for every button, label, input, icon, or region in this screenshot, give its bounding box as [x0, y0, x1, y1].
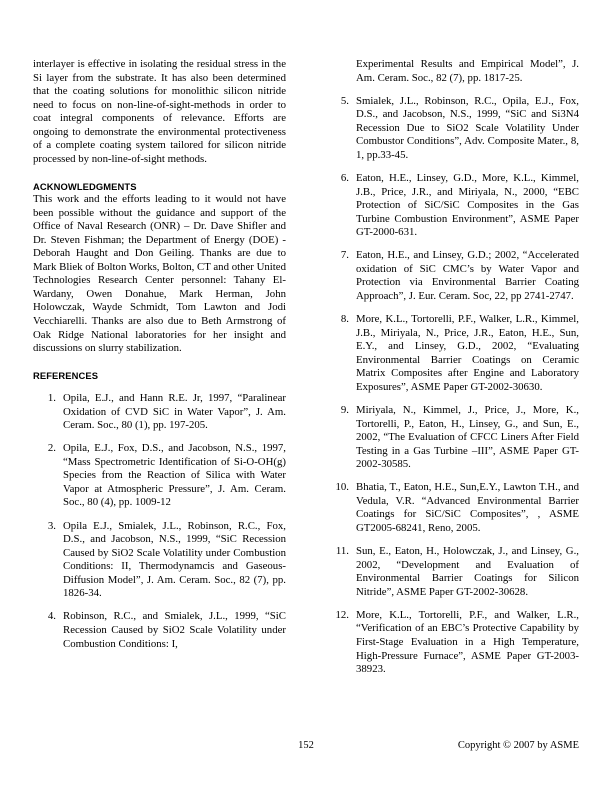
reference-number: 7.: [340, 249, 349, 262]
reference-text: Sun, E., Eaton, H., Holowczak, J., and Linsey, G., 2002, “Development and Evaluation of Environmental Barrier Coatings for Silicon Nitride”, ASME Paper GT-2002-30628.: [356, 545, 579, 598]
copyright-notice: Copyright © 2007 by ASME: [457, 740, 579, 751]
reference-number: 12.: [335, 608, 349, 621]
reference-number: 10.: [335, 481, 349, 494]
reference-number: 8.: [340, 313, 349, 326]
reference-text: Miriyala, N., Kimmel, J., Price, J., More, K., Tortorelli, P., Eaton, H., Linsey, G., and Sun, E., 2002, “The Evaluation of CFCC Liners After Field Testing in a Gas Turbine –III”, ASME Paper GT-2002-30585.: [356, 404, 579, 471]
two-column-body: [33, 58, 579, 713]
reference-text: Eaton, H.E., Linsey, G.D., More, K.L., Kimmel, J.B., Price, J.R., and Miriyala, N., 2000, “EBC Protection of SiC/SiC Composites in the Gas Turbine Combustion Environment”, ASME Paper GT-2000-631.: [356, 172, 579, 239]
reference-text: Opila E.J., Smialek, J.L., Robinson, R.C., Fox, D.S., and Jacobson, N.S., 1999, “SiC Recession Caused by SiO2 Scale Volatility under Combustion Conditions: II, Thermodynamcis and Gaseous-Diffusion Model”, J. Am. Ceram. Soc., 82 (7), pp. 1826-34.: [63, 519, 286, 600]
reference-text: Opila, E.J., and Hann R.E. Jr, 1997, “Paralinear Oxidation of CVD SiC in Water Vapor”, J. Am. Ceram. Soc., 80 (1), pp. 197-205.: [63, 392, 286, 432]
acknowledgments-paragraph: This work and the efforts leading to it would not have been possible without the guidance and support of the Office of Naval Research (ONR) – Dr. Dave Shifler and Dr. Steven Fishman; the Department of Energy (DOE) - Deborah Haught and Don Geiling. Thanks are due to Mark Bliek of Bolton Works, Bolton, CT and other United Technologies Research Center personnel: Tahany El-Wardany, Owen Donahue, Mark Herman, John Holowczak, Wayde Schmidt, Tom Lawton and Jodi Vecchiarelli. Thanks are also due to Beth Armstrong of Oak Ridge National laboratories for her insight and discussions on slurry stabilization.: [33, 193, 286, 355]
reference-text: More, K.L., Tortorelli, P.F., and Walker, L.R., “Verification of an EBC’s Protective Capability by First-Stage Evaluation in a High Temperature, High-Pressure Furnace”, ASME Paper GT-2003-38923.: [356, 608, 579, 676]
closing-paragraph: interlayer is effective in isolating the residual stress in the Si layer from the substrate. It has also been determined that the coating solutions for monolithic silicon nitride need to focus on non-line-of-sight-methods in order to coat integral components of relevance. Efforts are ongoing to demonstrate the environmental protectiveness of a complete coating system tailored for silicon nitride processed by non-line-of-sight methods.: [33, 58, 286, 165]
reference-item: [326, 313, 579, 394]
reference-list-right: [326, 95, 579, 677]
page-number: 152: [298, 740, 314, 751]
reference-item: [33, 610, 286, 651]
reference-item: [33, 442, 286, 510]
reference-item: [326, 172, 579, 240]
reference-number: 1.: [47, 392, 56, 404]
reference-item: [326, 481, 579, 535]
references-heading: REFERENCES: [33, 369, 99, 381]
reference-item: [326, 609, 579, 677]
page-footer: [33, 739, 579, 755]
right-column: [326, 58, 579, 713]
reference-item: [33, 520, 286, 601]
reference-text: Smialek, J.L., Robinson, R.C., Opila, E.J., Fox, D.S., and Jacobson, N.S., 1999, “SiC and Si3N4 Recession Due to SiO2 Scale Volatility Under Combustor Conditions”, Adv. Composite Mater., 8, 1, pp.33-45.: [356, 94, 579, 161]
reference-number: 11.: [335, 545, 349, 558]
acknowledgments-heading: ACKNOWLEDGMENTS: [33, 180, 137, 192]
reference-text: Bhatia, T., Eaton, H.E., Sun,E.Y., Lawton T.H., and Vedula, V.R. “Advanced Environmental Barrier Coatings for SiC/SiC Composites”, , ASME GT2005-68241, Reno, 2005.: [356, 481, 579, 534]
reference-4-continuation: Experimental Results and Empirical Model”, J. Am. Ceram. Soc., 82 (7), pp. 1817-25.: [356, 58, 579, 84]
reference-item: [326, 404, 579, 472]
reference-number: 5.: [340, 94, 349, 107]
reference-list-left: [33, 392, 286, 651]
reference-item: [326, 545, 579, 599]
reference-text: Opila, E.J., Fox, D.S., and Jacobson, N.S., 1997, “Mass Spectrometric Identification of Si-O-OH(g) Species from the Reaction of Silica with Water Vapor at Atmospheric Pressure”, J. Am. Ceram. Soc., 80 (4), pp. 1009-12: [63, 442, 286, 509]
reference-item: [326, 249, 579, 303]
reference-number: 3.: [47, 519, 56, 532]
reference-number: 9.: [340, 404, 349, 416]
reference-item: [326, 95, 579, 163]
reference-number: 6.: [340, 172, 349, 185]
reference-text: Robinson, R.C., and Smialek, J.L., 1999, “SiC Recession Caused by SiO2 Scale Volatility under Combustion Conditions: I,: [63, 610, 286, 650]
left-column: [33, 58, 286, 713]
reference-number: 4.: [47, 610, 56, 623]
reference-item: [33, 392, 286, 433]
reference-text: More, K.L., Tortorelli, P.F., Walker, L.R., Kimmel, J.B., Miriyala, N., Price, J.R., Eaton, H.E., Sun, E.Y., and Linsey, G.D., 2002, “Evaluating Environmental Barrier Coatings on Ceramic Matrix Composites after Engine and Laboratory Exposures”, ASME Paper GT-2002-30630.: [356, 313, 579, 393]
reference-number: 2.: [47, 442, 56, 455]
reference-text: Eaton, H.E., and Linsey, G.D.; 2002, “Accelerated oxidation of SiC CMC’s by Water Vapor and Protection via Environmental Barrier Coating Approach”, J. Eur. Ceram. Soc, 22, pp 2741-2747.: [356, 249, 579, 302]
